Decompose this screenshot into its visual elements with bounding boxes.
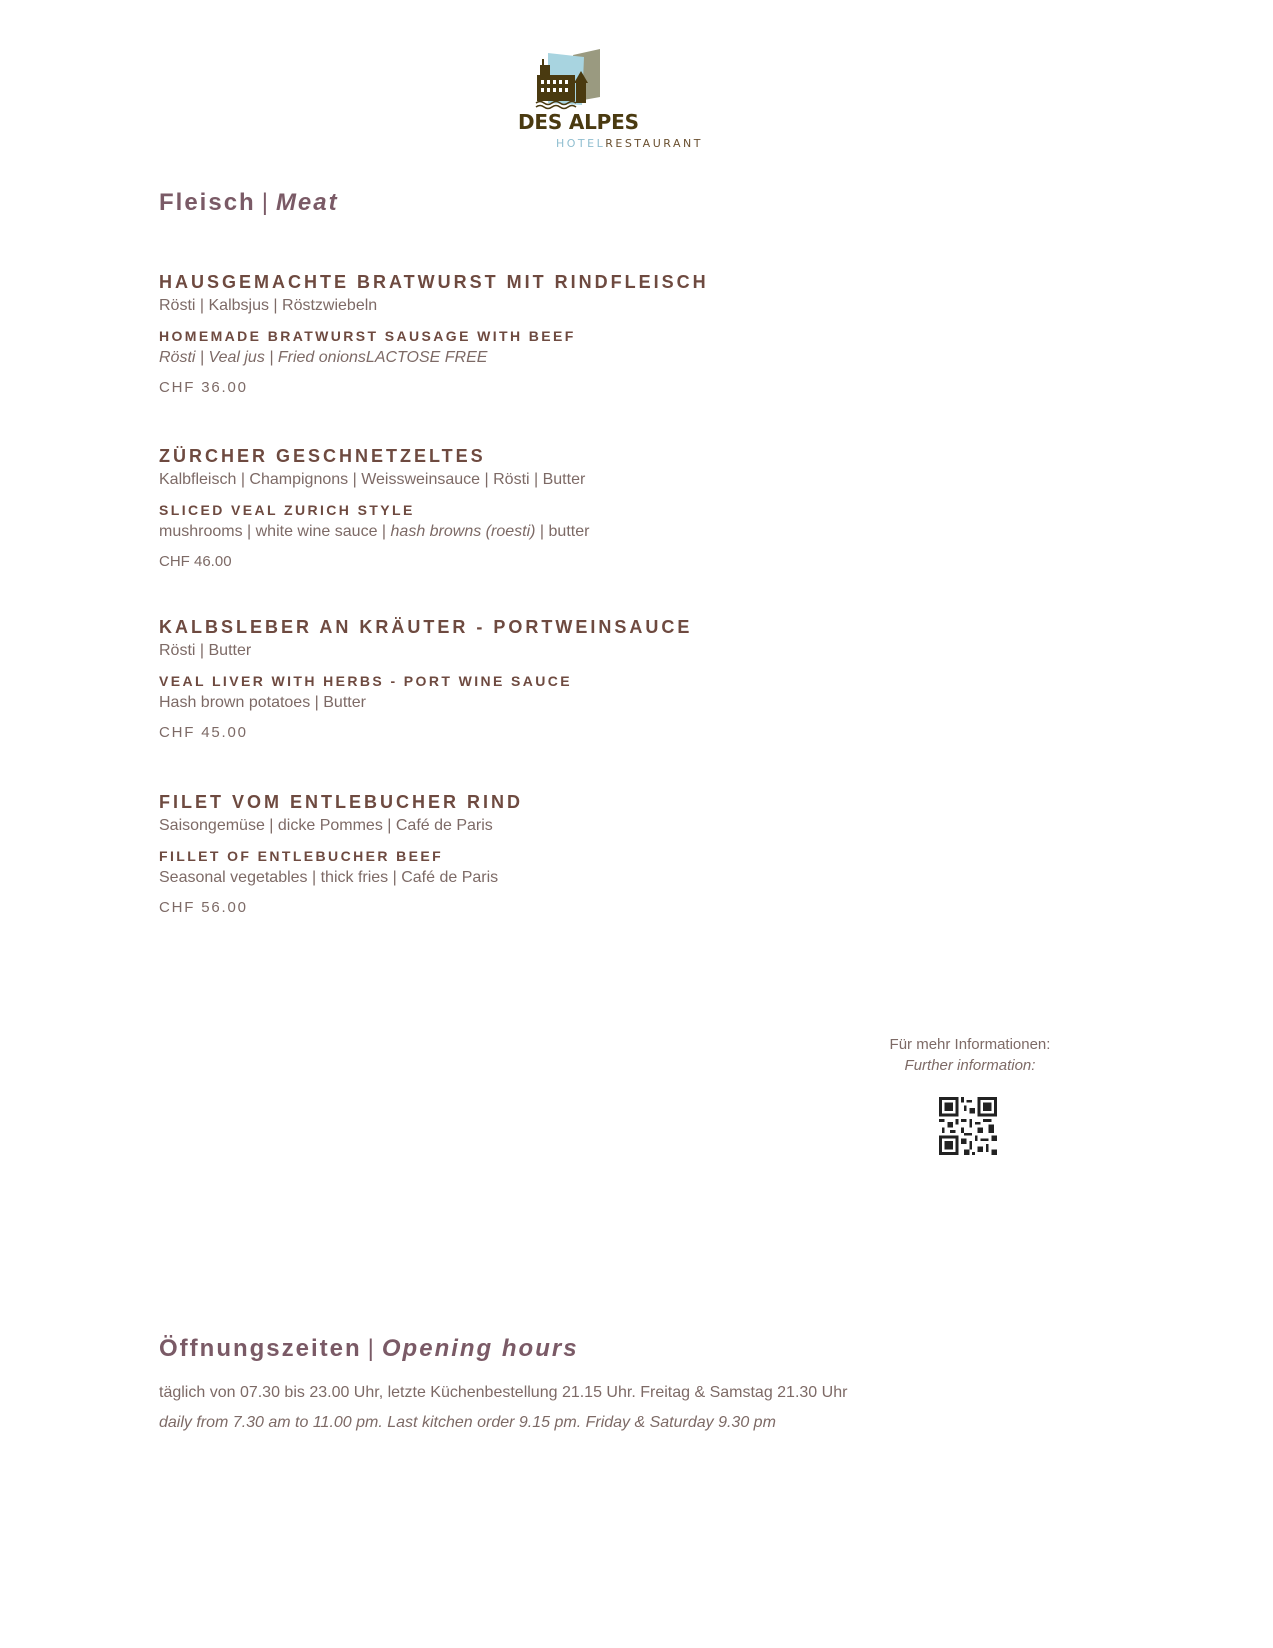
dish-description-de: Rösti | Butter [159,642,252,659]
dish-price: CHF 46.00 [159,553,232,570]
dish-description-en: Seasonal vegetables | thick fries | Café de Paris [159,869,499,886]
dish-description-de: Saisongemüse | dicke Pommes | Café de Paris [159,817,493,834]
dish-description-de: Kalbfleisch | Champignons | Weissweinsauce | Rösti | Butter [159,471,586,488]
dish-title-de: FILET VOM ENTLEBUCHER RIND [159,792,523,812]
dish-title-en: SLICED VEAL ZURICH STYLE [159,502,415,518]
dish-title-de: HAUSGEMACHTE BRATWURST MIT RINDFLEISCH [159,272,709,292]
menu-item [159,791,859,918]
hotel-building-logo-icon [518,47,638,113]
dish-description-de: Rösti | Kalbsjus | Röstzwiebeln [159,297,378,314]
section-title-separator: | [261,189,270,216]
dish-price: CHF 56.00 [159,899,248,916]
opening-hours-text-en: daily from 7.30 am to 11.00 pm. Last kitchen order 9.15 pm. Friday & Saturday 9.30 pm [159,1414,776,1431]
section-title-de: Fleisch [159,189,256,216]
menu-item [159,616,859,743]
dish-title-en: HOMEMADE BRATWURST SAUSAGE WITH BEEF [159,328,576,344]
hotel-logo [518,47,703,157]
section-title [159,189,339,217]
qr-code-icon[interactable] [939,1097,997,1155]
logo-subtitle: HOTELRESTAURANT [556,137,703,150]
dish-title-de: ZÜRCHER GESCHNETZELTES [159,446,486,466]
dish-price: CHF 36.00 [159,379,248,396]
more-info-label-en: Further information: [904,1057,1036,1074]
section-title-en: Meat [275,189,339,216]
opening-hours-separator: | [367,1335,376,1362]
dish-description-en: mushrooms | white wine sauce | hash browns (roesti) | butter [159,523,590,540]
more-info [860,1034,1080,1076]
dish-description-en: Hash brown potatoes | Butter [159,694,366,711]
logo-name: DES ALPES [518,110,639,134]
opening-hours-title [159,1335,579,1363]
opening-hours-title-de: Öffnungszeiten [159,1335,362,1362]
dish-title-en: VEAL LIVER WITH HERBS - PORT WINE SAUCE [159,673,573,689]
dish-title-en: FILLET OF ENTLEBUCHER BEEF [159,848,444,864]
dish-description-en: Rösti | Veal jus | Fried onionsLACTOSE FREE [159,349,488,366]
dish-title-de: KALBSLEBER AN KRÄUTER - PORTWEINSAUCE [159,617,693,637]
opening-hours-title-en: Opening hours [381,1335,579,1362]
opening-hours-text-de: täglich von 07.30 bis 23.00 Uhr, letzte Küchenbestellung 21.15 Uhr. Freitag & Samstag 21.30 Uhr [159,1384,848,1401]
more-info-label-de: Für mehr Informationen: [889,1036,1051,1053]
dish-price: CHF 45.00 [159,724,248,741]
menu-item [159,271,859,398]
menu-item [159,445,859,572]
